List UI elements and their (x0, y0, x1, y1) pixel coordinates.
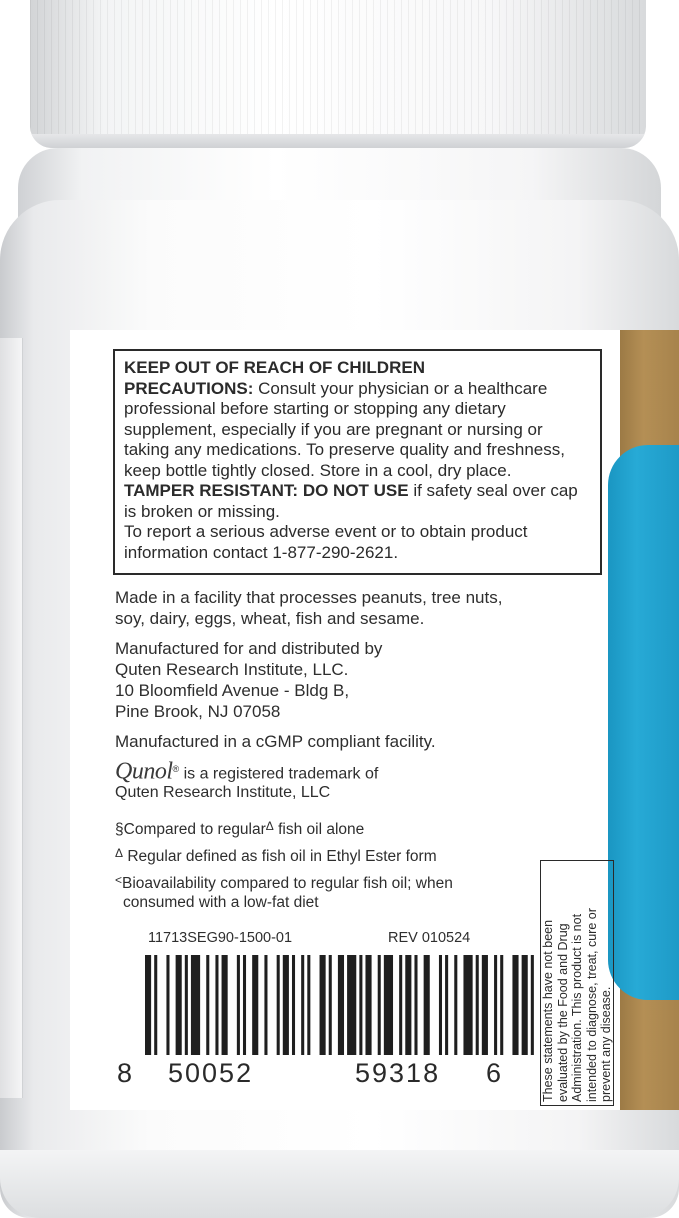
manufacturer-block (115, 638, 535, 722)
report-text: To report a serious adverse event or to obtain product information contact 1-877-290-2621. (124, 522, 528, 562)
barcode-bar (185, 955, 188, 1055)
cgmp-statement (115, 731, 535, 752)
barcode-bar (347, 955, 356, 1055)
barcode-bar (222, 955, 228, 1055)
barcode-bar (512, 955, 518, 1055)
trademark-statement (115, 760, 378, 802)
footnote-1-text: Compared to regular (123, 821, 266, 838)
footnote-3-text-2: consumed with a low-fat diet (123, 894, 319, 911)
barcode-bar (176, 955, 182, 1055)
barcode-bar (482, 955, 488, 1055)
barcode-digit-first: 8 (117, 1058, 133, 1088)
footnotes (115, 817, 535, 912)
qunol-logo: Qunol (115, 758, 173, 785)
footnote-1 (115, 817, 535, 839)
footnote-2 (115, 844, 535, 866)
footnote-2-text: Regular defined as fish oil in Ethyl Ester form (123, 848, 437, 865)
upc-barcode (145, 955, 540, 1055)
barcode-bar (145, 955, 151, 1055)
blue-stripe (608, 445, 679, 1000)
barcode-bar (405, 955, 411, 1055)
barcode-bar (494, 955, 497, 1055)
barcode-bar (500, 955, 503, 1055)
barcode-bar (154, 955, 157, 1055)
barcode-bar (283, 955, 289, 1055)
cap-rim (30, 134, 646, 148)
bottle-base (0, 1150, 679, 1218)
registered-mark: ® (172, 764, 180, 774)
barcode-bar (384, 955, 393, 1055)
barcode-bar (301, 955, 304, 1055)
less-than-symbol: < (115, 873, 123, 887)
barcode-bar (264, 955, 267, 1055)
barcode-bar (365, 955, 371, 1055)
tamper-text: if safety seal over cap is broken or missing. (124, 481, 578, 521)
tamper-heading: TAMPER RESISTANT: DO NOT USE (124, 481, 409, 500)
barcode-bar (292, 955, 295, 1055)
footnote-3 (115, 871, 535, 893)
trademark-text-2: Quten Research Institute, LLC (115, 784, 331, 802)
section-symbol: § (115, 821, 124, 838)
manufacturer-line-2: Quten Research Institute, LLC. (115, 660, 349, 679)
barcode-bar (252, 955, 258, 1055)
barcode-bar (215, 955, 218, 1055)
bottle-cap (30, 0, 646, 148)
barcode-bar (277, 955, 280, 1055)
footnote-1-text-2: fish oil alone (273, 821, 365, 838)
delta-symbol-2: Δ (115, 846, 124, 860)
precautions-heading: PRECAUTIONS: (124, 378, 254, 398)
manufacturer-line-1: Manufactured for and distributed by (115, 639, 383, 658)
trademark-text-1: is a registered trademark of (179, 765, 379, 783)
tamper-paragraph (124, 481, 592, 522)
barcode-bar (237, 955, 240, 1055)
barcode-bar (445, 955, 448, 1055)
manufacturer-line-4: Pine Brook, NJ 07058 (115, 702, 281, 721)
barcode-bar (338, 955, 344, 1055)
manufacturer-line-3: 10 Bloomfield Avenue - Bldg B, (115, 681, 350, 700)
barcode-bar (414, 955, 417, 1055)
precautions-paragraph (124, 379, 592, 482)
barcode-bar (329, 955, 332, 1055)
label-left-edge (0, 338, 23, 1098)
barcode-bar (454, 955, 457, 1055)
product-codes (148, 930, 538, 946)
barcode-bar (463, 955, 472, 1055)
delta-symbol: Δ (265, 819, 274, 833)
barcode-bar (522, 955, 528, 1055)
trademark-line-1 (115, 760, 378, 783)
barcode-bar (166, 955, 169, 1055)
barcode-bar (307, 955, 310, 1055)
fda-statement: These statements have not been evaluated by the Food and Drug Administration. This product is not intended to diagnose, treat, cure or prevent any disease. (540, 908, 613, 1102)
footnote-3-text-1: Bioavailability compared to regular fish oil; when (122, 875, 453, 892)
barcode-bar (378, 955, 381, 1055)
barcode-bar (359, 955, 362, 1055)
allergen-statement (115, 587, 535, 629)
rev-code: REV 010524 (388, 930, 471, 946)
barcode-bar (424, 955, 430, 1055)
barcode-bar (206, 955, 209, 1055)
barcode-digits-left: 50052 (168, 1058, 254, 1088)
barcode-digits-right: 59318 (355, 1058, 441, 1088)
barcode-bar (476, 955, 479, 1055)
cap-ridges (30, 0, 646, 140)
barcode-bar (399, 955, 402, 1055)
keep-out-of-reach: KEEP OUT OF REACH OF CHILDREN (124, 358, 425, 377)
precautions-text: Consult your physician or a healthcare professional before starting or stopping any dietary supplement, especially if you are pregnant or nursing or taking any medications. To preserve quality and freshness, keep bottle tightly closed. Store in a cool, dry place. (124, 378, 565, 480)
barcode-bar (243, 955, 246, 1055)
lot-code: 11713SEG90-1500-01 (148, 930, 293, 946)
barcode-bar (320, 955, 326, 1055)
barcode-bar (439, 955, 442, 1055)
warning-box (113, 349, 602, 575)
allergen-text: Made in a facility that processes peanuts, tree nuts, soy, dairy, eggs, wheat, fish and sesame. (115, 588, 503, 628)
barcode-bar (191, 955, 200, 1055)
barcode-digit-last: 6 (486, 1058, 502, 1088)
barcode-bar (531, 955, 534, 1055)
cgmp-text: Manufactured in a cGMP compliant facility. (115, 732, 436, 751)
